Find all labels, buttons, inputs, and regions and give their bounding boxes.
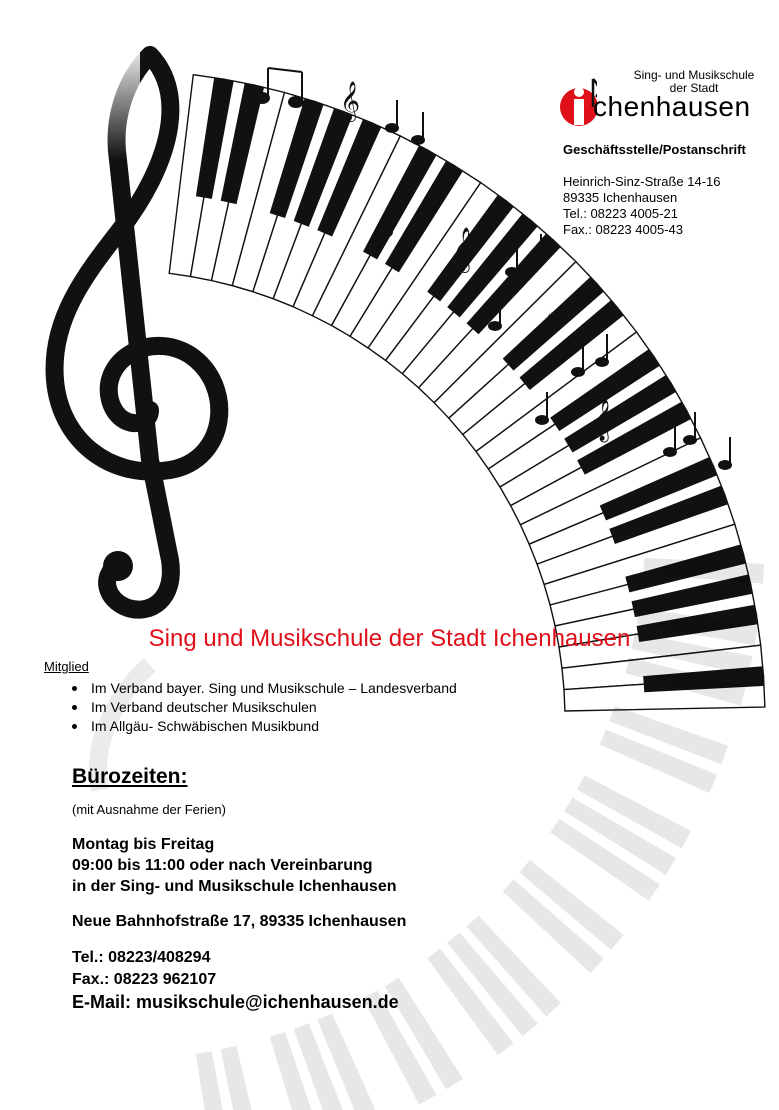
membership-list: [72, 679, 457, 736]
office-place: in der Sing- und Musikschule Ichenhausen: [72, 878, 397, 895]
logo-line-2: der Stadt: [669, 81, 719, 95]
note-i-logo-icon: [557, 77, 597, 129]
list-item: Im Verband bayer. Sing und Musikschule – Landesverband: [72, 679, 457, 698]
office-hours-heading: Bürozeiten:: [72, 765, 188, 788]
office-hours-note: (mit Ausnahme der Ferien): [72, 802, 226, 817]
svg-text:𝄞: 𝄞: [452, 227, 475, 271]
page-title: Sing und Musikschule der Stadt Ichenhausen: [148, 625, 631, 652]
address-heading: Geschäftsstelle/Postanschrift: [563, 142, 746, 157]
office-days: Montag bis Freitag: [72, 836, 215, 853]
office-street: Neue Bahnhofstraße 17, 89335 Ichenhausen: [72, 913, 407, 930]
logo-wordmark: chenhausen: [593, 91, 751, 122]
postal-address: [563, 142, 746, 238]
office-hours: [72, 834, 397, 897]
address-street: Heinrich-Sinz-Straße 14-16: [563, 174, 721, 189]
list-item: Im Verband deutscher Musikschulen: [72, 698, 457, 717]
office-time: 09:00 bis 11:00 oder nach Vereinbarung: [72, 857, 373, 874]
svg-text:𝄞: 𝄞: [592, 400, 614, 441]
list-item: Im Allgäu- Schwäbischen Musikbund: [72, 717, 457, 736]
svg-text:♯: ♯: [547, 310, 554, 326]
office-email[interactable]: E-Mail: musikschule@ichenhausen.de: [72, 992, 399, 1012]
address-city: 89335 Ichenhausen: [563, 190, 678, 205]
address-phone: Tel.: 08223 4005-21: [563, 206, 678, 221]
address-fax: Fax.: 08223 4005-43: [563, 222, 683, 237]
svg-text:𝄞: 𝄞: [340, 81, 361, 121]
black-key-reflection: [221, 1046, 264, 1110]
svg-text:♯: ♯: [405, 170, 412, 186]
school-logo: [557, 52, 772, 132]
office-fax: Fax.: 08223 962107: [72, 971, 217, 988]
logo-line-1: Sing- und Musikschule: [633, 68, 755, 82]
office-contact: [72, 947, 399, 1013]
membership-label: Mitglied: [44, 659, 89, 674]
office-phone: Tel.: 08223/408294: [72, 949, 211, 966]
